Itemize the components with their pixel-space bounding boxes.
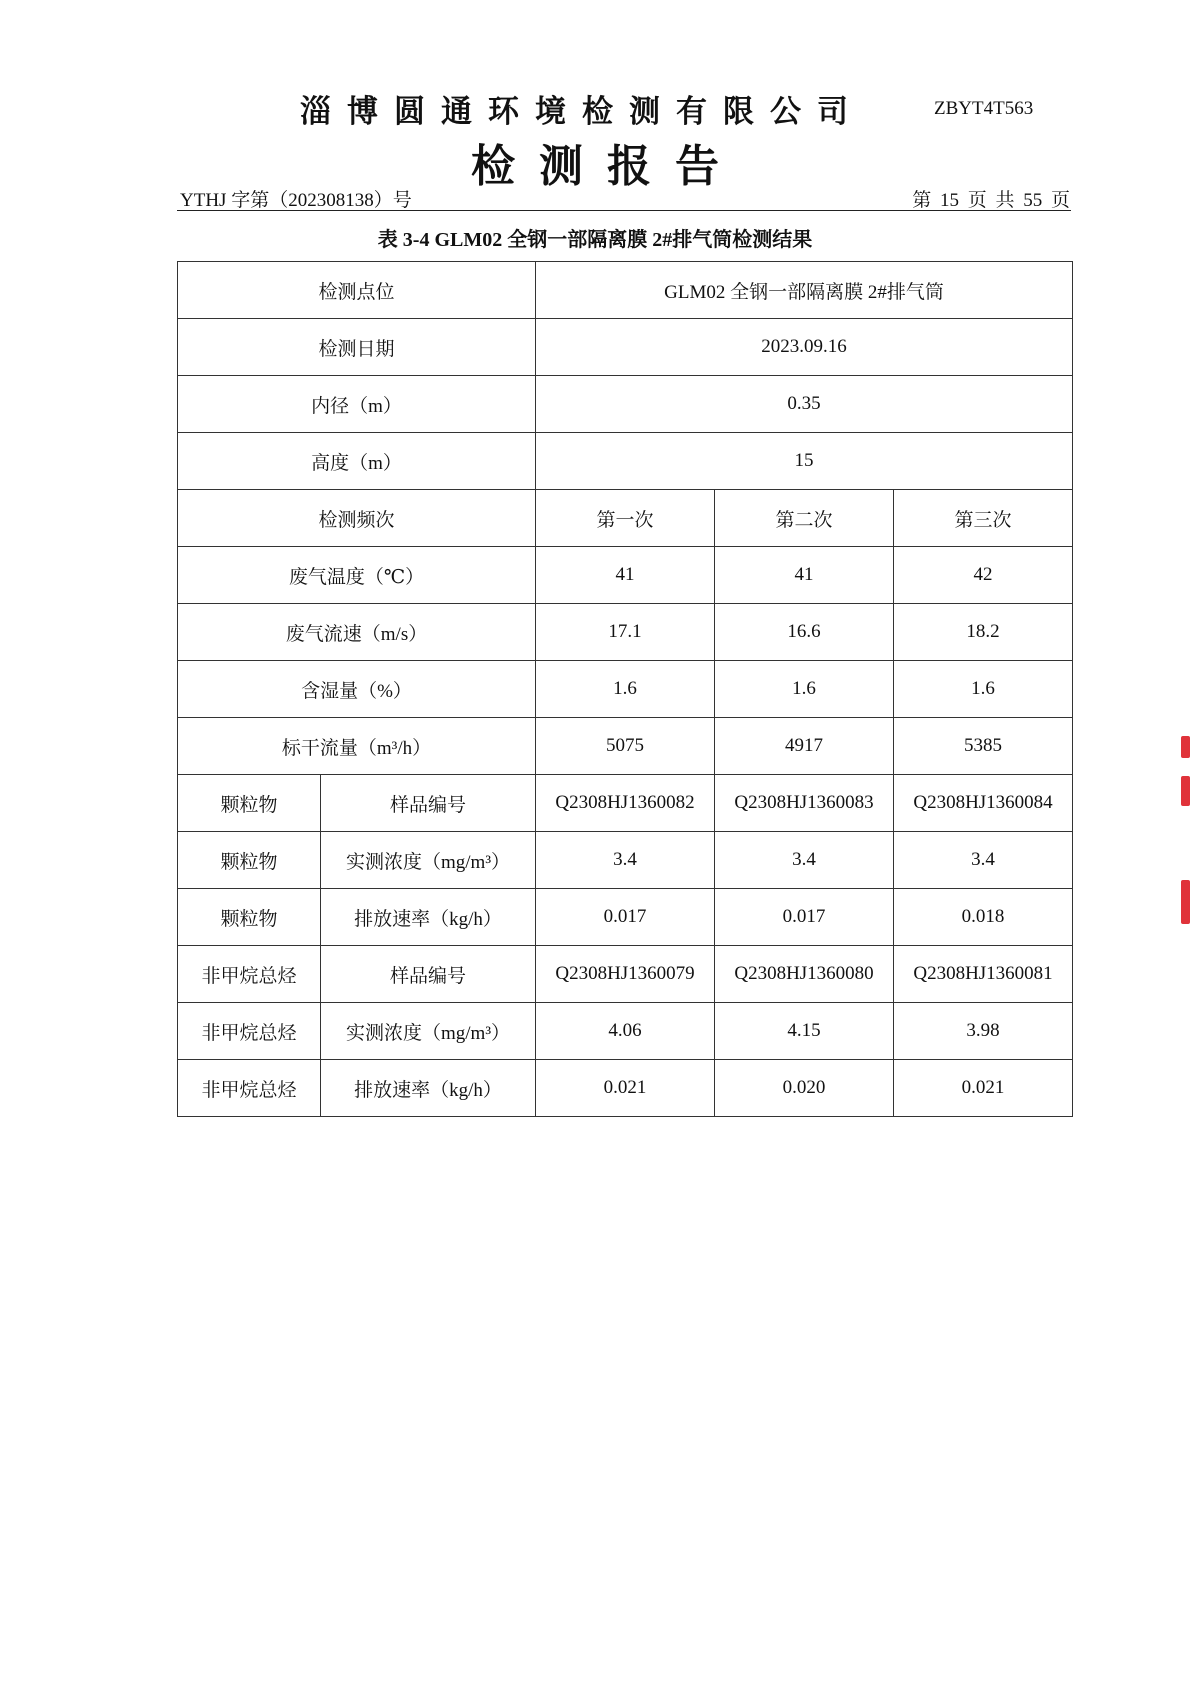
row-value: 0.35 [536, 376, 1073, 433]
table-row [178, 604, 1073, 661]
page-info: 第 15 页 共 55 页 [912, 190, 1070, 211]
results-table [177, 261, 1073, 1117]
table-row [178, 490, 1073, 547]
cell-value: 41 [536, 547, 715, 604]
cell-value: 0.018 [894, 889, 1073, 946]
cell-value: Q2308HJ1360083 [715, 775, 894, 832]
report-title: 检测报告 [471, 141, 743, 192]
cell-value: 4.06 [536, 1003, 715, 1060]
seal-fragment [1181, 736, 1190, 758]
report-number: YTHJ 字第（202308138）号 [180, 190, 412, 211]
run-header: 第三次 [894, 490, 1073, 547]
seal-fragment [1181, 776, 1190, 806]
item-name: 排放速率（kg/h） [321, 1060, 536, 1117]
table-row [178, 832, 1073, 889]
row-value: 2023.09.16 [536, 319, 1073, 376]
cell-value: 0.017 [536, 889, 715, 946]
pollutant-name: 颗粒物 [178, 889, 321, 946]
row-label: 废气温度（℃） [178, 547, 536, 604]
company-name: 淄博圆通环境检测有限公司 [300, 94, 864, 130]
pollutant-name: 颗粒物 [178, 832, 321, 889]
table-row [178, 433, 1073, 490]
cell-value: 17.1 [536, 604, 715, 661]
table-row [178, 262, 1073, 319]
table-row [178, 661, 1073, 718]
table-row [178, 775, 1073, 832]
cell-value: 4.15 [715, 1003, 894, 1060]
table-row [178, 889, 1073, 946]
item-name: 实测浓度（mg/m³） [321, 832, 536, 889]
table-row [178, 1003, 1073, 1060]
cell-value: Q2308HJ1360079 [536, 946, 715, 1003]
cell-value: Q2308HJ1360082 [536, 775, 715, 832]
row-label: 高度（m） [178, 433, 536, 490]
row-label: 标干流量（m³/h） [178, 718, 536, 775]
pollutant-name: 非甲烷总烃 [178, 1003, 321, 1060]
table-row [178, 547, 1073, 604]
table-row [178, 319, 1073, 376]
cell-value: 3.4 [536, 832, 715, 889]
document-code: ZBYT4T563 [934, 98, 1034, 119]
cell-value: 1.6 [894, 661, 1073, 718]
row-label: 检测日期 [178, 319, 536, 376]
row-label: 检测频次 [178, 490, 536, 547]
cell-value: Q2308HJ1360080 [715, 946, 894, 1003]
cell-value: Q2308HJ1360084 [894, 775, 1073, 832]
cell-value: 0.021 [536, 1060, 715, 1117]
pollutant-name: 非甲烷总烃 [178, 1060, 321, 1117]
cell-value: 0.021 [894, 1060, 1073, 1117]
cell-value: 41 [715, 547, 894, 604]
item-name: 排放速率（kg/h） [321, 889, 536, 946]
row-label: 废气流速（m/s） [178, 604, 536, 661]
cell-value: 18.2 [894, 604, 1073, 661]
row-label: 含湿量（%） [178, 661, 536, 718]
row-value: GLM02 全钢一部隔离膜 2#排气筒 [536, 262, 1073, 319]
run-header: 第一次 [536, 490, 715, 547]
cell-value: 3.4 [894, 832, 1073, 889]
item-name: 样品编号 [321, 946, 536, 1003]
cell-value: 1.6 [715, 661, 894, 718]
run-header: 第二次 [715, 490, 894, 547]
item-name: 实测浓度（mg/m³） [321, 1003, 536, 1060]
table-row [178, 718, 1073, 775]
table-row [178, 1060, 1073, 1117]
cell-value: 42 [894, 547, 1073, 604]
cell-value: 0.017 [715, 889, 894, 946]
cell-value: Q2308HJ1360081 [894, 946, 1073, 1003]
seal-fragment [1181, 880, 1190, 924]
cell-value: 16.6 [715, 604, 894, 661]
cell-value: 3.98 [894, 1003, 1073, 1060]
row-value: 15 [536, 433, 1073, 490]
row-label: 检测点位 [178, 262, 536, 319]
header-divider [177, 210, 1071, 211]
cell-value: 3.4 [715, 832, 894, 889]
cell-value: 5385 [894, 718, 1073, 775]
table-caption: 表 3-4 GLM02 全钢一部隔离膜 2#排气筒检测结果 [377, 229, 813, 251]
item-name: 样品编号 [321, 775, 536, 832]
pollutant-name: 颗粒物 [178, 775, 321, 832]
pollutant-name: 非甲烷总烃 [178, 946, 321, 1003]
table-row [178, 376, 1073, 433]
table-row [178, 946, 1073, 1003]
row-label: 内径（m） [178, 376, 536, 433]
cell-value: 5075 [536, 718, 715, 775]
cell-value: 0.020 [715, 1060, 894, 1117]
cell-value: 4917 [715, 718, 894, 775]
cell-value: 1.6 [536, 661, 715, 718]
